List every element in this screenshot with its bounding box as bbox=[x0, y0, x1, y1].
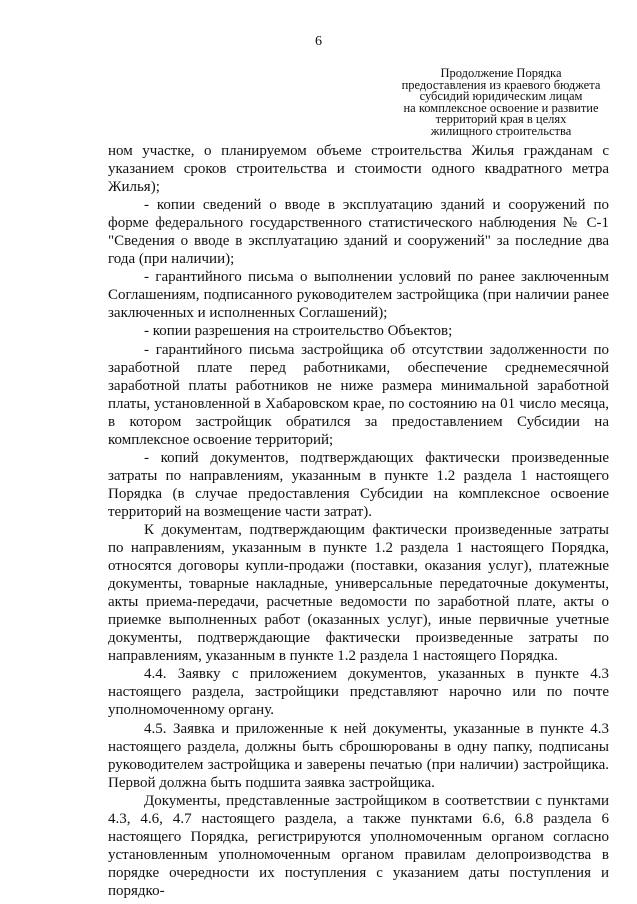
paragraph: 4.4. Заявку с приложением документов, указанных в пункте 4.3 настоящего раздела, застройщики представляют нарочно или по почте уполномоченному органу. bbox=[108, 666, 609, 719]
document-body bbox=[108, 142, 609, 900]
paragraph: - гарантийного письма о выполнении условий по ранее заключенным Соглашениям, подписанного руководителем застройщика (при наличии ранее заключенных и исполненных Соглашений); bbox=[108, 269, 609, 322]
paragraph: 4.5. Заявка и приложенные к ней документы, указанные в пункте 4.3 настоящего раздела, должны быть сброшюрованы в одну папку, подписаны руководителем застройщика и заверены печатью (при наличии) застройщика. Первой должна быть подшита заявка застройщика. bbox=[108, 720, 609, 791]
header-line: территорий края в целях bbox=[435, 112, 567, 127]
header-line: предоставления из краевого бюджета bbox=[401, 77, 601, 92]
header-line: Продолжение Порядка bbox=[440, 66, 562, 80]
header-line: на комплексное освоение и развитие bbox=[403, 100, 599, 115]
paragraph: ном участке, о планируемом объеме строительства Жилья гражданам с указанием сроков строительства и стоимости одного квадратного метра Жилья); bbox=[108, 143, 609, 196]
header-line: жилищного строительства bbox=[430, 123, 572, 138]
paragraph: - копий документов, подтверждающих фактически произведенные затраты по направлениям, указанным в пункте 1.2 раздела 1 настоящего Порядка (в случае предоставления Субсидии на комплексное освоение территорий на возмещение части затрат). bbox=[108, 449, 609, 520]
paragraph: - копии сведений о вводе в эксплуатацию зданий и сооружений по форме федерального государственного статистического наблюдения № С-1 "Сведения о вводе в эксплуатацию зданий и сооружений" за последние два года (при наличии); bbox=[108, 197, 609, 268]
paragraph: Документы, представленные застройщиком в соответствии с пунктами 4.3, 4.6, 4.7 настоящего раздела, а также пунктами 6.6, 6.8 раздела 6 настоящего Порядка, регистрируются уполномоченным органом согласно установленным уполномоченным органом правилам делопроизводства в порядке очередности их поступления с указанием даты поступления и порядко- bbox=[108, 792, 609, 899]
paragraph: - копии разрешения на строительство Объектов; bbox=[144, 323, 453, 340]
page-number: 6 bbox=[315, 34, 322, 49]
header-line: субсидий юридическим лицам bbox=[419, 89, 583, 104]
paragraph: - гарантийного письма застройщика об отсутствии задолженности по заработной плате перед работниками, обеспечение среднемесячной заработной платы работников не ниже размера минимальной заработной платы, установленной в Хабаровском крае, по состоянию на 01 число месяца, в котором застройщик обратился за предоставлением Субсидии на комплексное освоение территорий; bbox=[108, 341, 609, 448]
document-header bbox=[388, 68, 614, 138]
paragraph: К документам, подтверждающим фактически произведенные затраты по направлениям, указанным в пункте 1.2 раздела 1 настоящего Порядка, относятся договоры купли-продажи (поставки, оказания услуг), платежные документы, товарные накладные, универсальные передаточные документы, акты приема-передачи, расчетные ведомости по заработной плате, акты о приемке выполненных работ (оказанных услуг), иные первичные учетные документы, подтверждающие фактически произведенные затраты по направлениям, указанным в пункте 1.2 раздела 1 настоящего Порядка. bbox=[108, 521, 609, 665]
